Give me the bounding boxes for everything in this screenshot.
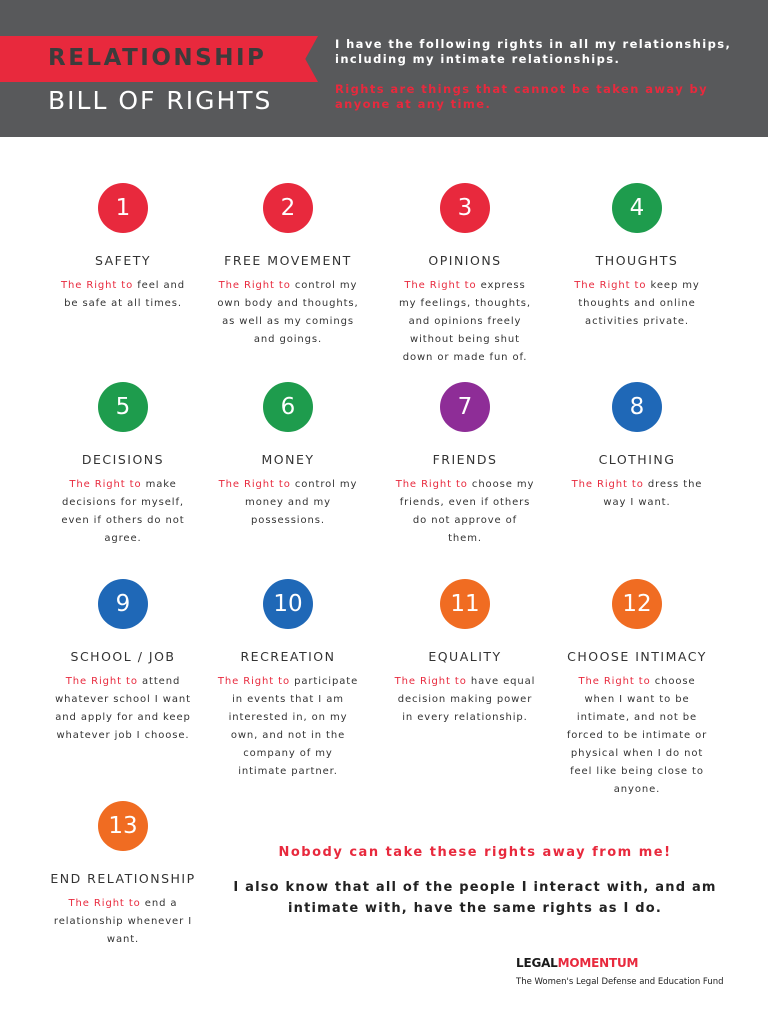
right-title: EQUALITY	[428, 649, 502, 664]
right-description	[380, 673, 550, 727]
right-title: DECISIONS	[81, 452, 165, 467]
right-title: FRIENDS	[432, 452, 498, 467]
number-circle: 3	[440, 183, 490, 233]
right-title: END RELATIONSHIP	[50, 871, 196, 886]
organization-tagline: The Women's Legal Defense and Education Fund	[516, 977, 724, 987]
right-item	[203, 579, 373, 781]
number-circle: 12	[612, 579, 662, 629]
number-circle: 4	[612, 183, 662, 233]
right-title: FREE MOVEMENT	[224, 253, 352, 268]
intro-text: I have the following rights in all my relationships, including my intimate relationships.	[335, 37, 732, 66]
right-text: choose when I want to be intimate, and not be forced to be intimate or physical when I do not feel like being close to anyone.	[566, 676, 708, 795]
right-prefix: The Right to	[68, 898, 141, 909]
right-description	[552, 476, 722, 512]
right-title: SAFETY	[94, 253, 152, 268]
legal-momentum-logo	[516, 956, 638, 970]
right-description	[203, 673, 373, 781]
number-circle: 7	[440, 382, 490, 432]
right-item	[552, 183, 722, 331]
right-title: RECREATION	[240, 649, 336, 664]
right-item	[38, 579, 208, 745]
nobody-statement: Nobody can take these rights away from me!	[278, 845, 672, 860]
right-prefix: The Right to	[218, 280, 291, 291]
closing-statement: I also know that all of the people I interact with, and am intimate with, have the same rights as I do.	[233, 880, 717, 916]
right-item	[203, 183, 373, 349]
right-prefix: The Right to	[394, 676, 467, 687]
right-prefix: The Right to	[574, 280, 647, 291]
right-prefix: The Right to	[60, 280, 134, 291]
number-circle: 1	[98, 183, 148, 233]
right-title: OPINIONS	[428, 253, 502, 268]
right-text: make decisions for myself, even if others do not agree.	[61, 479, 185, 544]
right-description	[203, 277, 373, 349]
right-text: feel and be safe at all times.	[64, 280, 186, 309]
right-prefix: The Right to	[69, 479, 142, 490]
right-prefix: The Right to	[65, 676, 138, 687]
right-description	[38, 277, 208, 313]
right-title: THOUGHTS	[595, 253, 679, 268]
right-text: participate in events that I am interested in, on my own, and not in the company of my intimate partner.	[228, 676, 359, 777]
right-description	[552, 673, 722, 799]
right-description	[552, 277, 722, 331]
right-item	[38, 801, 208, 949]
right-item	[380, 183, 550, 367]
right-title: MONEY	[261, 452, 315, 467]
right-description	[38, 673, 208, 745]
logo-legal-text: LEGAL	[516, 956, 558, 970]
right-item	[38, 183, 208, 313]
right-description	[38, 895, 208, 949]
right-prefix: The Right to	[218, 479, 291, 490]
number-circle: 13	[98, 801, 148, 851]
right-prefix: The Right to	[578, 676, 651, 687]
right-item	[380, 579, 550, 727]
right-text: express my feelings, thoughts, and opinions freely without being shut down or made fun of.	[399, 280, 531, 363]
right-item	[380, 382, 550, 548]
page-subtitle: BILL OF RIGHTS	[48, 86, 273, 115]
number-circle: 11	[440, 579, 490, 629]
right-title: CHOOSE INTIMACY	[567, 649, 707, 664]
right-prefix: The Right to	[404, 280, 477, 291]
right-item	[38, 382, 208, 548]
right-prefix: The Right to	[395, 479, 468, 490]
right-description	[380, 277, 550, 367]
number-circle: 10	[263, 579, 313, 629]
right-description	[380, 476, 550, 548]
right-title: SCHOOL / JOB	[70, 649, 176, 664]
right-prefix: The Right to	[217, 676, 291, 687]
right-item	[203, 382, 373, 530]
right-text: keep my thoughts and online activities private.	[578, 280, 700, 327]
right-text: have equal decision making power in every relationship.	[397, 676, 536, 723]
right-text: choose my friends, even if others do not approve of them.	[399, 479, 535, 544]
logo-momentum-text: MOMENTUM	[557, 956, 639, 970]
right-title: CLOTHING	[598, 452, 676, 467]
right-item	[552, 382, 722, 512]
number-circle: 6	[263, 382, 313, 432]
right-text: control my own body and thoughts, as well as my comings and goings.	[217, 280, 359, 345]
number-circle: 5	[98, 382, 148, 432]
right-item	[552, 579, 722, 799]
header-banner	[0, 0, 768, 137]
number-circle: 9	[98, 579, 148, 629]
right-text: dress the way I want.	[603, 479, 703, 508]
number-circle: 8	[612, 382, 662, 432]
right-text: control my money and my possessions.	[245, 479, 358, 526]
page-title: RELATIONSHIP	[48, 45, 267, 71]
intro-rights-definition: Rights are things that cannot be taken away by anyone at any time.	[335, 82, 709, 111]
number-circle: 2	[263, 183, 313, 233]
right-text: end a relationship whenever I want.	[53, 898, 193, 945]
right-description	[38, 476, 208, 548]
right-prefix: The Right to	[571, 479, 644, 490]
right-description	[203, 476, 373, 530]
right-text: attend whatever school I want and apply for and keep whatever job I choose.	[55, 676, 191, 741]
